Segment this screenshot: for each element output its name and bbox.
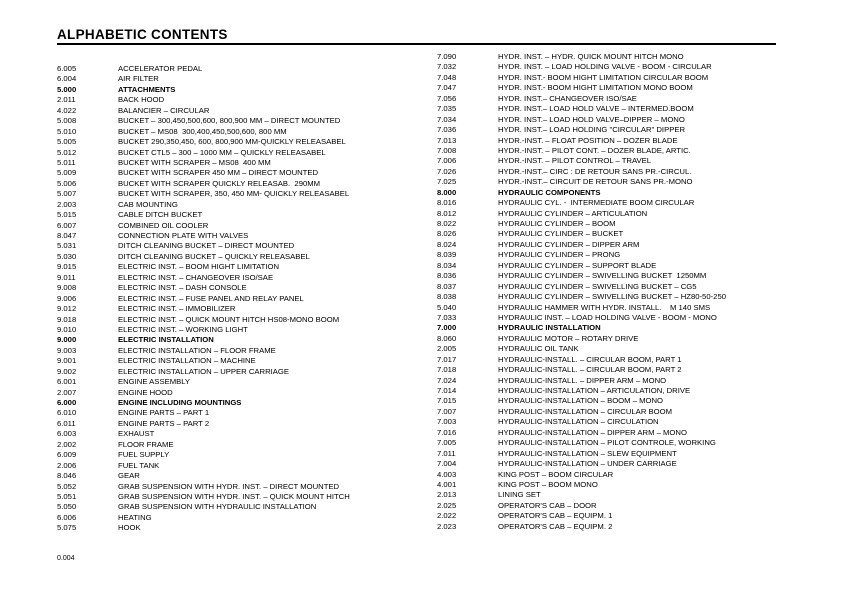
toc-row — [57, 168, 350, 178]
toc-row — [57, 304, 350, 314]
toc-entry-number: 5.040 — [437, 302, 457, 312]
toc-entry-label: DITCH CLEANING BUCKET – DIRECT MOUNTED — [118, 241, 295, 251]
toc-entry-number: 6.004 — [57, 74, 77, 84]
toc-row — [57, 106, 350, 116]
toc-entry-label: ENGINE INCLUDING MOUNTINGS — [118, 398, 242, 407]
toc-row — [437, 167, 726, 177]
toc-row — [57, 189, 350, 199]
toc-row — [437, 449, 726, 459]
toc-row — [57, 325, 350, 335]
toc-entry-label: EXHAUST — [118, 429, 155, 439]
toc-entry-number: 5.007 — [57, 189, 77, 199]
toc-row — [57, 127, 350, 137]
toc-row — [437, 146, 726, 156]
toc-entry-label: OPERATOR'S CAB – EQUIPM. 1 — [498, 511, 613, 521]
title-underline-rule — [57, 43, 776, 45]
toc-row — [437, 156, 726, 166]
toc-entry-label: ELECTRIC INST. – WORKING LIGHT — [118, 324, 248, 334]
toc-entry-label: ATTACHMENTS — [118, 84, 176, 94]
toc-entry-label: FUEL TANK — [118, 460, 160, 470]
toc-entry-number: 8.039 — [437, 250, 457, 260]
toc-entry-label: HYDRAULIC-INSTALLATION – CIRCULATION — [498, 417, 659, 427]
toc-entry-label: HYDRAULIC-INSTALLATION – BOOM – MONO — [498, 396, 664, 406]
toc-entry-number: 9.018 — [57, 314, 77, 324]
toc-row — [57, 367, 350, 377]
toc-entry-number: 7.006 — [437, 156, 457, 166]
toc-entry-label: HYDR.-INST. – FLOAT POSITION – DOZER BLADE — [498, 135, 678, 145]
toc-entry-label: HYDR. INST.– LOAD HOLDING "CIRCULAR" DIPPER — [498, 125, 686, 135]
toc-entry-number: 5.000 — [57, 84, 77, 94]
toc-entry-label: ELECTRIC INSTALLATION – UPPER CARRIAGE — [118, 366, 290, 376]
toc-row — [437, 292, 726, 302]
toc-entry-label: ENGINE PARTS – PART 1 — [118, 408, 210, 418]
toc-entry-number: 2.007 — [57, 387, 77, 397]
toc-entry-label: HYDRAULIC CYLINDER – PRONG — [498, 250, 621, 260]
toc-entry-label: ENGINE PARTS – PART 2 — [118, 418, 210, 428]
toc-entry-label: AIR FILTER — [118, 74, 159, 84]
toc-entry-label: BUCKET WITH SCRAPER QUICKLY RELEASAB. 290MM — [118, 178, 321, 188]
toc-entry-number: 2.022 — [437, 511, 457, 521]
toc-entry-label: HYDRAULIC-INSTALLATION – PILOT CONTROLE, WORKING — [498, 438, 716, 448]
toc-entry-label: HOOK — [118, 523, 141, 533]
toc-entry-number: 7.008 — [437, 145, 457, 155]
toc-row — [57, 492, 350, 502]
toc-entry-label: BUCKET – MS08 300,400,450,500,600, 800 MM — [118, 126, 287, 136]
toc-row — [437, 511, 726, 521]
toc-entry-number: 5.009 — [57, 168, 77, 178]
toc-entry-number: 7.003 — [437, 417, 457, 427]
toc-row — [437, 470, 726, 480]
toc-row — [437, 219, 726, 229]
toc-entry-label: HYDRAULIC OIL TANK — [498, 344, 579, 354]
toc-row — [437, 417, 726, 427]
toc-entry-number: 2.005 — [437, 344, 457, 354]
toc-row — [437, 209, 726, 219]
toc-entry-number: 7.017 — [437, 354, 457, 364]
toc-entry-number: 7.036 — [437, 125, 457, 135]
toc-entry-label: LINING SET — [498, 490, 541, 500]
toc-entry-number: 7.014 — [437, 386, 457, 395]
toc-entry-number: 8.038 — [437, 292, 457, 302]
toc-entry-label: BUCKET WITH SCRAPER 450 MM – DIRECT MOUNTED — [118, 168, 319, 178]
toc-row — [437, 522, 726, 532]
toc-entry-number: 8.046 — [57, 471, 77, 481]
toc-entry-label: ELECTRIC INST. – FUSE PANEL AND RELAY PANEL — [118, 293, 304, 303]
toc-entry-number: 5.011 — [57, 157, 76, 167]
toc-entry-number: 8.000 — [437, 187, 457, 197]
toc-entry-label: KING POST – BOOM MONO — [498, 479, 598, 489]
toc-entry-number: 2.013 — [437, 490, 457, 500]
toc-entry-number: 6.010 — [57, 408, 77, 418]
toc-entry-label: HYDRAULIC-INSTALL. – CIRCULAR BOOM, PART 2 — [498, 365, 682, 375]
toc-row — [437, 313, 726, 323]
toc-entry-label: CABLE DITCH BUCKET — [118, 210, 203, 220]
toc-entry-label: HYDRAULIC-INSTALLATION – CIRCULAR BOOM — [498, 406, 672, 416]
toc-row — [437, 115, 726, 125]
toc-row — [437, 323, 726, 333]
toc-entry-number: 2.002 — [57, 439, 77, 449]
toc-row — [437, 104, 726, 114]
toc-entry-number: 2.023 — [437, 521, 457, 531]
toc-entry-number: 7.011 — [437, 448, 456, 458]
toc-entry-number: 7.034 — [437, 114, 457, 124]
toc-row — [57, 158, 350, 168]
toc-entry-label: HYDRAULIC CYLINDER – SUPPORT BLADE — [498, 260, 657, 270]
toc-row — [57, 388, 350, 398]
toc-entry-number: 8.036 — [437, 271, 457, 281]
toc-entry-number: 4.003 — [437, 469, 457, 479]
toc-row — [57, 513, 350, 523]
toc-entry-number: 6.009 — [57, 450, 77, 460]
toc-entry-number: 7.056 — [437, 93, 457, 103]
toc-entry-number: 6.005 — [57, 64, 77, 73]
toc-entry-label: HYDRAULIC INSTALLATION — [498, 323, 601, 333]
toc-entry-number: 9.015 — [57, 262, 77, 272]
toc-row — [437, 282, 726, 292]
toc-row — [57, 241, 350, 251]
toc-row — [437, 334, 726, 344]
toc-entry-number: 5.006 — [57, 178, 77, 188]
toc-entry-label: GRAB SUSPENSION WITH HYDR. INST. – QUICK MOUNT HITCH — [118, 491, 350, 501]
toc-entry-number: 9.000 — [57, 335, 77, 345]
toc-entry-number: 2.025 — [437, 500, 457, 510]
toc-entry-number: 7.018 — [437, 365, 457, 375]
toc-row — [437, 501, 726, 511]
page-footer-number: 0.004 — [57, 555, 75, 562]
toc-entry-label: HYDR.-INST.– CIRCUIT DE RETOUR SANS PR.-MONO — [498, 177, 693, 187]
toc-entry-number: 7.000 — [437, 323, 457, 333]
toc-entry-number: 8.060 — [437, 333, 457, 343]
toc-row — [437, 480, 726, 490]
toc-entry-number: 5.052 — [57, 481, 77, 491]
toc-row — [437, 125, 726, 135]
toc-row — [57, 346, 350, 356]
toc-row — [437, 52, 726, 62]
toc-entry-label: ELECTRIC INSTALLATION – MACHINE — [118, 356, 256, 366]
toc-entry-number: 9.003 — [57, 345, 77, 355]
toc-entry-number: 8.012 — [437, 208, 457, 218]
toc-entry-number: 5.005 — [57, 137, 77, 147]
toc-entry-label: HYDR. INST. – LOAD HOLDING VALVE - BOOM - CIRCULAR — [498, 62, 712, 72]
toc-row — [437, 438, 726, 448]
toc-row — [57, 116, 350, 126]
toc-entry-number: 7.048 — [437, 72, 457, 82]
toc-entry-number: 6.007 — [57, 220, 77, 230]
toc-row — [437, 261, 726, 271]
toc-row — [437, 490, 726, 500]
toc-entry-label: CAB MOUNTING — [118, 199, 178, 209]
toc-entry-number: 9.008 — [57, 283, 77, 293]
toc-entry-label: HYDR. INST.- BOOM HIGHT LIMITATION CIRCULAR BOOM — [498, 72, 709, 82]
toc-entry-number: 9.002 — [57, 366, 77, 376]
toc-entry-label: HYDRAULIC COMPONENTS — [498, 187, 601, 197]
toc-row — [57, 471, 350, 481]
toc-entry-label: ACCELERATOR PEDAL — [118, 64, 203, 73]
toc-entry-number: 9.006 — [57, 293, 77, 303]
toc-row — [437, 365, 726, 375]
toc-entry-label: HYDRAULIC CYLINDER – SWIVELLING BUCKET – CG5 — [498, 281, 697, 291]
toc-row — [57, 210, 350, 220]
toc-row — [57, 356, 350, 366]
toc-row — [57, 450, 350, 460]
toc-entry-label: HYDRAULIC CYLINDER – BUCKET — [498, 229, 624, 239]
toc-entry-label: HYDRAULIC-INSTALLATION – SLEW EQUIPMENT — [498, 448, 677, 458]
toc-entry-label: HYDR.-INST. – PILOT CONT. – DOZER BLADE, ARTIC. — [498, 145, 691, 155]
toc-entry-label: OPERATOR'S CAB – DOOR — [498, 500, 597, 510]
toc-row — [437, 240, 726, 250]
toc-entry-label: BALANCIER – CIRCULAR — [118, 105, 210, 115]
toc-row — [437, 303, 726, 313]
toc-row — [57, 419, 350, 429]
toc-row — [57, 335, 350, 345]
toc-entry-label: HYDR. INST.– CHANGEOVER ISO/SAE — [498, 93, 637, 103]
toc-entry-label: BACK HOOD — [118, 95, 165, 105]
toc-entry-label: HYDRAULIC CYLINDER – SWIVELLING BUCKET 1250MM — [498, 271, 707, 281]
toc-row — [57, 398, 350, 408]
toc-entry-number: 7.047 — [437, 83, 457, 93]
toc-entry-label: HYDR. INST.– LOAD HOLD VALVE–DIPPER – MONO — [498, 114, 685, 124]
toc-row — [437, 376, 726, 386]
toc-row — [57, 408, 350, 418]
toc-entry-number: 5.050 — [57, 502, 77, 512]
toc-entry-number: 5.031 — [57, 241, 77, 251]
toc-entry-number: 2.006 — [57, 460, 77, 470]
toc-entry-label: HYDR. INST.– LOAD HOLD VALVE – INTERMED.BOOM — [498, 104, 694, 114]
toc-entry-label: HYDRAULIC-INSTALLATION – ARTICULATION, DRIVE — [498, 386, 691, 395]
toc-entry-label: HYDRAULIC-INSTALLATION – UNDER CARRIAGE — [498, 459, 677, 469]
toc-entry-number: 5.015 — [57, 210, 77, 220]
toc-entry-label: ELECTRIC INSTALLATION — [118, 335, 214, 345]
toc-entry-number: 6.000 — [57, 398, 77, 407]
toc-row — [57, 262, 350, 272]
toc-entry-number: 8.047 — [57, 231, 77, 240]
toc-row — [437, 386, 726, 396]
toc-entry-number: 9.011 — [57, 272, 76, 282]
toc-entry-label: HYDR. INST.- BOOM HIGHT LIMITATION MONO BOOM — [498, 83, 693, 93]
toc-entry-label: HYDR.-INST.– CIRC : DE RETOUR SANS PR.-CIRCUL. — [498, 166, 692, 176]
toc-entry-label: BUCKET CTL5 – 300 – 1000 MM – QUICKLY RELEASABEL — [118, 147, 326, 157]
toc-row — [57, 221, 350, 231]
toc-entry-label: ELECTRIC INST. – BOOM HIGHT LIMITATION — [118, 262, 280, 272]
toc-entry-label: GRAB SUSPENSION WITH HYDRAULIC INSTALLATION — [118, 502, 317, 512]
toc-entry-number: 7.024 — [437, 375, 457, 385]
toc-entry-label: GEAR — [118, 471, 140, 481]
toc-entry-label: HYDRAULIC-INSTALLATION – DIPPER ARM – MONO — [498, 427, 687, 437]
toc-entry-number: 7.015 — [437, 396, 457, 406]
toc-column-right — [437, 52, 726, 532]
toc-entry-number: 6.011 — [57, 418, 76, 428]
toc-entry-label: ELECTRIC INSTALLATION – FLOOR FRAME — [118, 345, 276, 355]
toc-entry-number: 8.037 — [437, 281, 457, 291]
toc-entry-number: 8.026 — [437, 229, 457, 239]
toc-entry-label: FLOOR FRAME — [118, 439, 174, 449]
toc-row — [437, 83, 726, 93]
toc-row — [437, 250, 726, 260]
toc-row — [57, 461, 350, 471]
toc-entry-number: 7.035 — [437, 104, 457, 114]
toc-entry-label: DITCH CLEANING BUCKET – QUICKLY RELEASABEL — [118, 251, 310, 261]
toc-row — [57, 429, 350, 439]
toc-row — [57, 95, 350, 105]
toc-row — [437, 188, 726, 198]
toc-entry-number: 7.005 — [437, 438, 457, 448]
toc-entry-label: HYDRAULIC CYL. - INTERMEDIATE BOOM CIRCULAR — [498, 198, 695, 208]
toc-entry-number: 6.003 — [57, 429, 77, 439]
toc-entry-number: 2.011 — [57, 95, 76, 105]
toc-row — [57, 137, 350, 147]
toc-entry-number: 5.075 — [57, 523, 77, 533]
toc-row — [437, 407, 726, 417]
toc-entry-number: 7.004 — [437, 459, 457, 469]
toc-entry-number: 9.001 — [57, 356, 77, 366]
toc-row — [57, 283, 350, 293]
toc-row — [57, 377, 350, 387]
toc-entry-number: 7.016 — [437, 427, 457, 437]
toc-entry-label: HYDR.-INST. – PILOT CONTROL – TRAVEL — [498, 156, 652, 166]
toc-entry-label: HYDRAULIC MOTOR – ROTARY DRIVE — [498, 333, 639, 343]
toc-entry-label: CONNECTION PLATE WITH VALVES — [118, 231, 249, 240]
toc-row — [57, 74, 350, 84]
toc-row — [57, 294, 350, 304]
toc-entry-number: 6.006 — [57, 512, 77, 522]
toc-row — [437, 459, 726, 469]
toc-row — [57, 523, 350, 533]
toc-entry-number: 6.001 — [57, 377, 77, 387]
toc-entry-label: HYDR. INST. – HYDR. QUICK MOUNT HITCH MONO — [498, 52, 684, 61]
toc-entry-label: HYDRAULIC CYLINDER – DIPPER ARM — [498, 239, 640, 249]
toc-row — [57, 252, 350, 262]
toc-entry-number: 8.016 — [437, 198, 457, 208]
toc-entry-number: 5.051 — [57, 491, 77, 501]
toc-entry-number: 8.022 — [437, 219, 457, 228]
toc-row — [437, 229, 726, 239]
toc-entry-number: 7.090 — [437, 52, 457, 61]
toc-entry-label: BUCKET WITH SCRAPER – MS08 400 MM — [118, 157, 271, 167]
toc-entry-number: 7.013 — [437, 135, 457, 145]
toc-entry-number: 7.025 — [437, 177, 457, 187]
toc-entry-number: 5.008 — [57, 116, 77, 126]
toc-entry-label: FUEL SUPPLY — [118, 450, 170, 460]
toc-entry-label: HYDRAULIC CYLINDER – SWIVELLING BUCKET – HZ80-50-250 — [498, 292, 726, 302]
toc-row — [437, 396, 726, 406]
toc-entry-number: 4.001 — [437, 479, 457, 489]
toc-entry-label: HYDRAULIC-INSTALL. – DIPPER ARM – MONO — [498, 375, 667, 385]
toc-row — [57, 148, 350, 158]
toc-row — [57, 85, 350, 95]
toc-entry-label: BUCKET 290,350,450, 600, 800,900 MM-QUICKLY RELEASABEL — [118, 137, 346, 147]
toc-entry-label: ELECTRIC INST. – CHANGEOVER ISO/SAE — [118, 272, 274, 282]
toc-entry-number: 7.032 — [437, 62, 457, 72]
toc-entry-number: 9.012 — [57, 304, 77, 314]
toc-row — [57, 502, 350, 512]
toc-row — [437, 73, 726, 83]
toc-entry-label: HYDRAULIC CYLINDER – ARTICULATION — [498, 208, 648, 218]
toc-entry-label: ELECTRIC INST. – QUICK MOUNT HITCH HS08-MONO BOOM — [118, 314, 340, 324]
toc-entry-number: 8.024 — [437, 239, 457, 249]
toc-row — [437, 94, 726, 104]
toc-entry-number: 7.007 — [437, 406, 457, 416]
toc-entry-label: KING POST – BOOM CIRCULAR — [498, 469, 614, 479]
toc-row — [57, 440, 350, 450]
toc-row — [57, 200, 350, 210]
toc-row — [437, 62, 726, 72]
toc-row — [57, 315, 350, 325]
toc-entry-label: HYDRAULIC HAMMER WITH HYDR. INSTALL. M 140 SMS — [498, 302, 711, 312]
toc-row — [437, 136, 726, 146]
toc-entry-number: 4.022 — [57, 105, 77, 115]
toc-entry-number: 7.026 — [437, 166, 457, 176]
toc-row — [57, 64, 350, 74]
toc-entry-label: OPERATOR'S CAB – EQUIPM. 2 — [498, 521, 613, 531]
toc-row — [437, 355, 726, 365]
toc-row — [437, 344, 726, 354]
toc-entry-label: HYDRAULIC CYLINDER – BOOM — [498, 219, 616, 228]
toc-row — [57, 482, 350, 492]
toc-entry-label: HYDRAULIC-INSTALL. – CIRCULAR BOOM, PART 1 — [498, 354, 682, 364]
toc-entry-label: ELECTRIC INST. – DASH CONSOLE — [118, 283, 247, 293]
toc-entry-label: ELECTRIC INST. – IMMOBILIZER — [118, 304, 236, 314]
toc-entry-label: BUCKET WITH SCRAPER, 350, 450 MM- QUICKLY RELEASABEL — [118, 189, 350, 199]
toc-entry-label: ENGINE HOOD — [118, 387, 173, 397]
toc-entry-label: HYDRAULIC INST. – LOAD HOLDING VALVE - BOOM - MONO — [498, 312, 717, 322]
toc-entry-number: 5.030 — [57, 251, 77, 261]
toc-entry-number: 5.010 — [57, 126, 77, 136]
toc-row — [437, 271, 726, 281]
toc-entry-label: BUCKET – 300,450,500,600, 800,900 MM – DIRECT MOUNTED — [118, 116, 341, 126]
toc-entry-label: GRAB SUSPENSION WITH HYDR. INST. – DIRECT MOUNTED — [118, 481, 340, 491]
toc-entry-number: 9.010 — [57, 324, 77, 334]
toc-row — [437, 198, 726, 208]
toc-row — [57, 273, 350, 283]
toc-entry-label: HEATING — [118, 512, 152, 522]
toc-row — [437, 428, 726, 438]
toc-entry-number: 5.012 — [57, 147, 77, 157]
toc-entry-label: ENGINE ASSEMBLY — [118, 377, 191, 387]
page-title: ALPHABETIC CONTENTS — [57, 27, 228, 42]
toc-row — [57, 179, 350, 189]
toc-entry-label: COMBINED OIL COOLER — [118, 220, 209, 230]
toc-entry-number: 7.033 — [437, 312, 457, 322]
toc-column-left — [57, 64, 350, 534]
toc-row — [57, 231, 350, 241]
toc-entry-number: 8.034 — [437, 260, 457, 270]
toc-entry-number: 2.003 — [57, 199, 77, 209]
toc-row — [437, 177, 726, 187]
